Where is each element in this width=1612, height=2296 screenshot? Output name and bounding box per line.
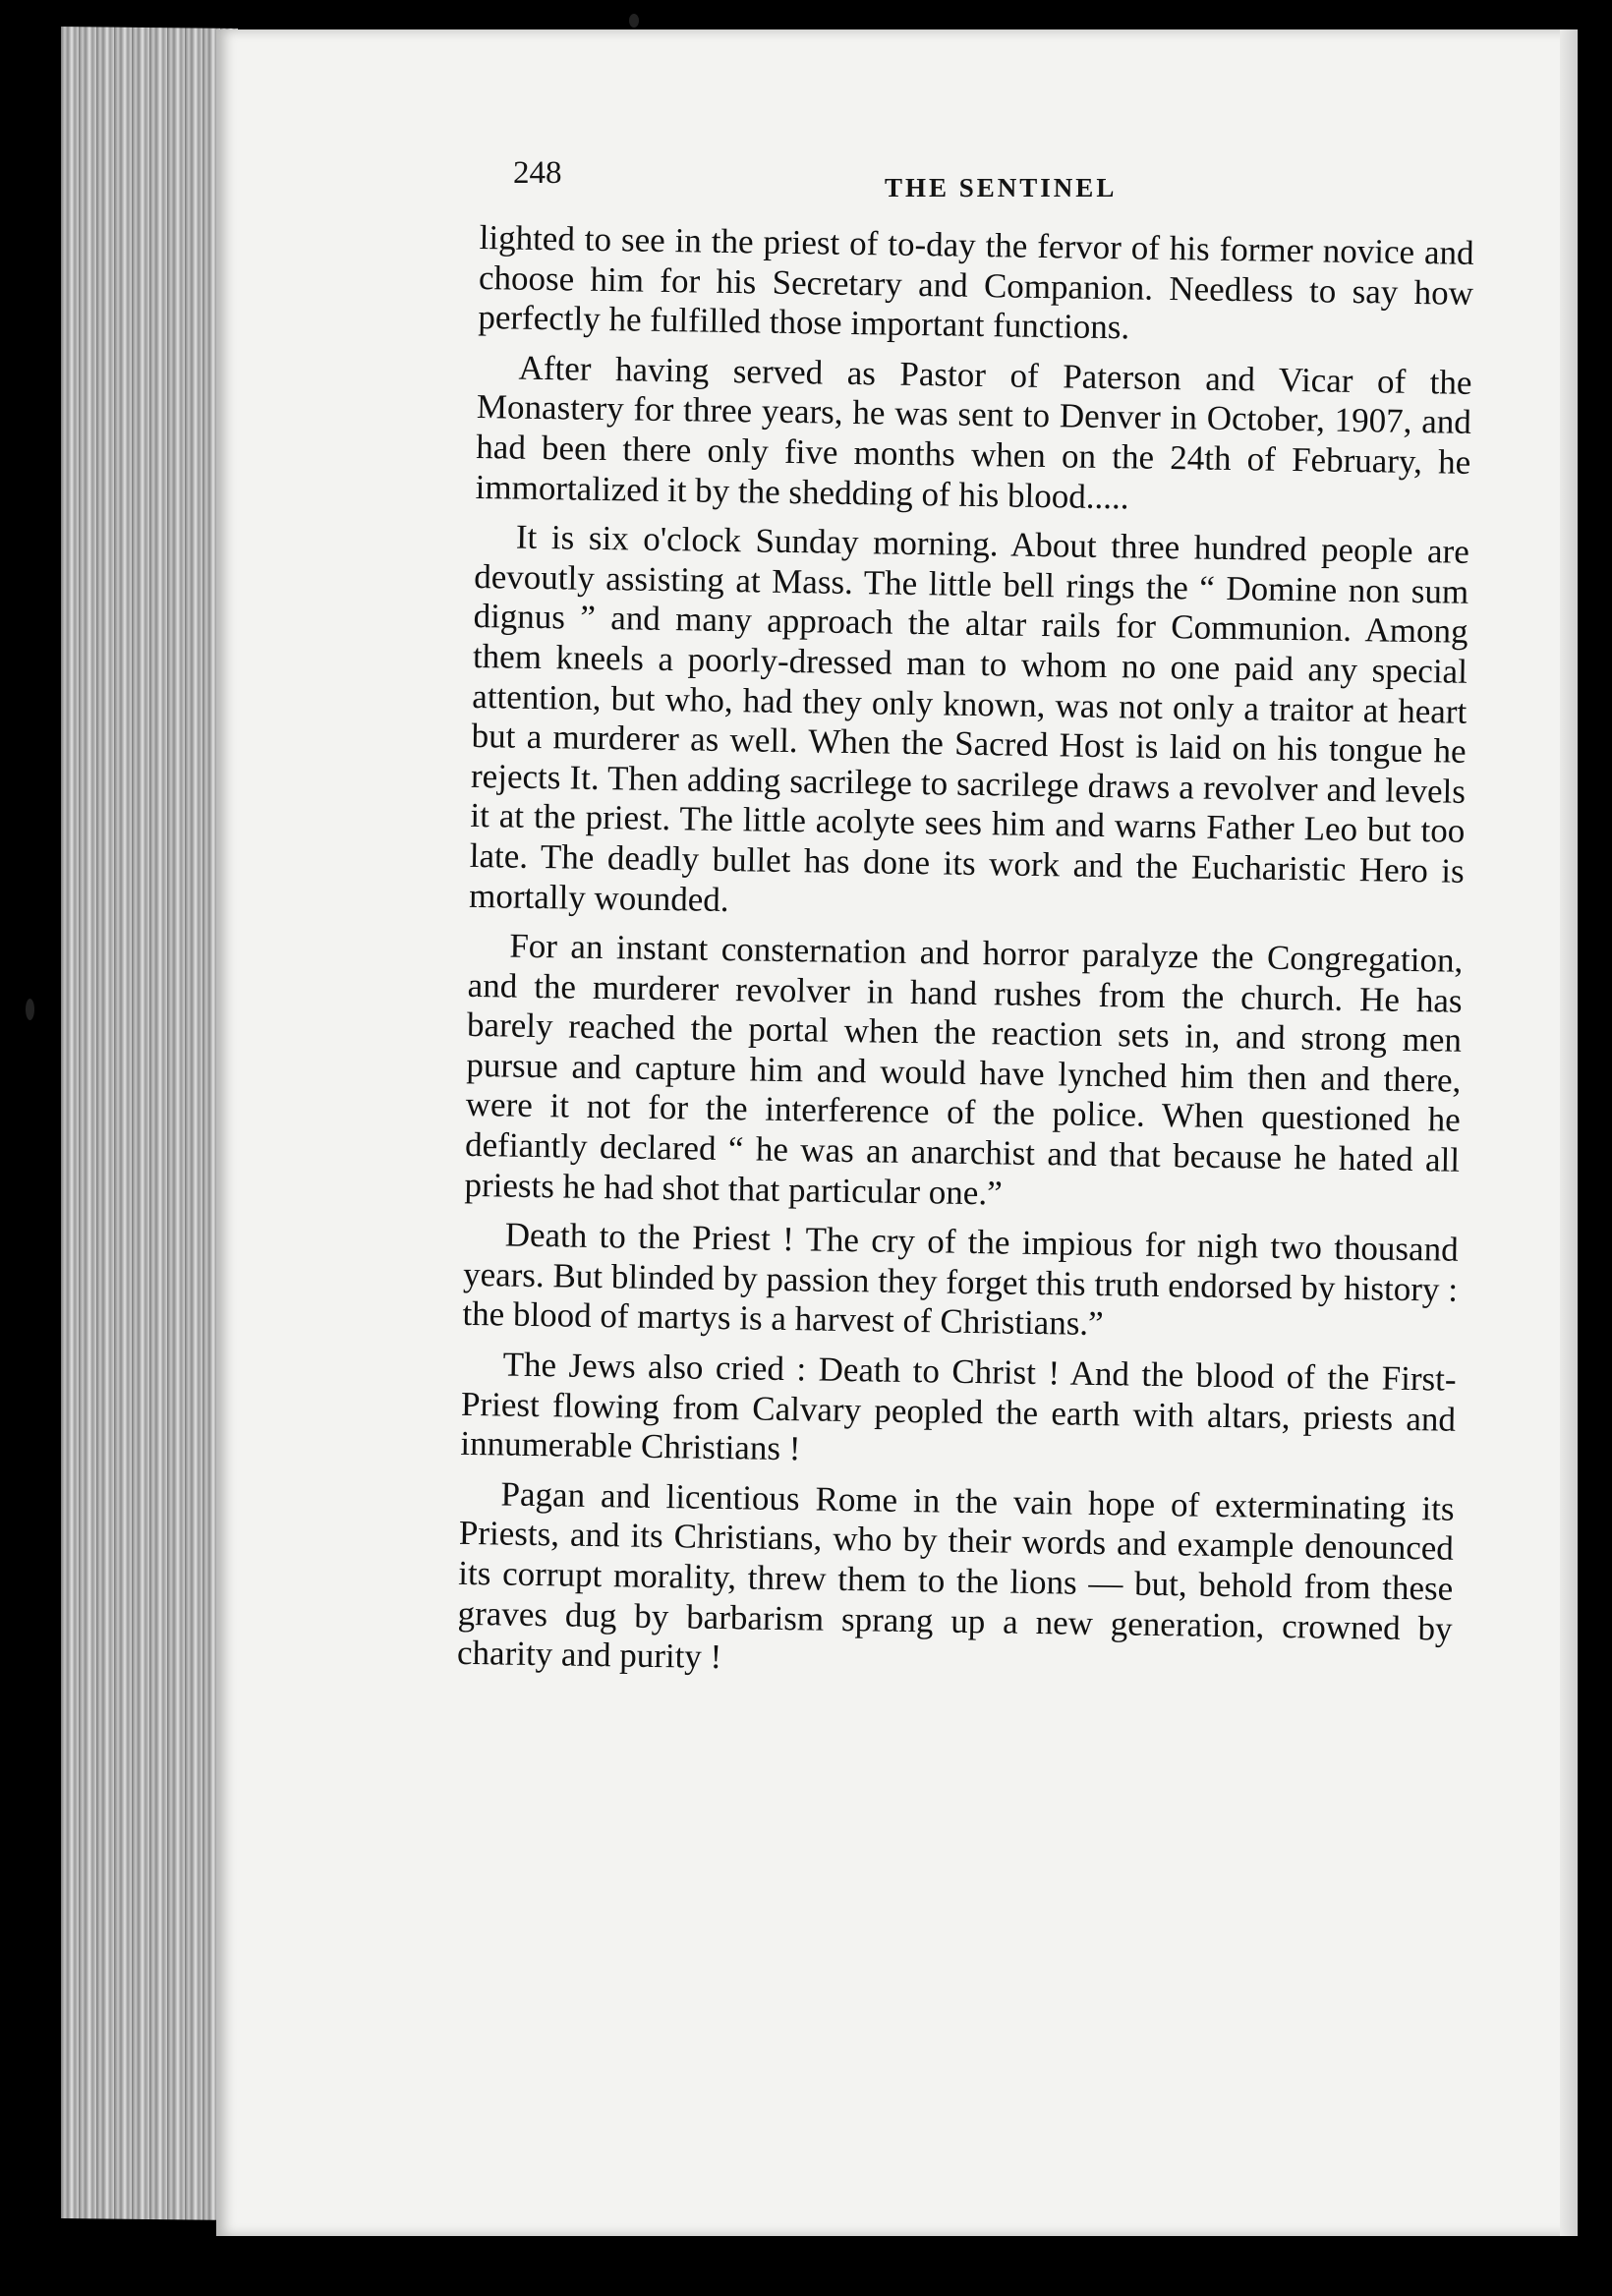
- paragraph: After having served as Pastor of Paterson and Vicar of the Monastery for three years, he was sent to Denver in October, 1907, and had been there only five months when on the 24th of February, he immortalized it by the shedding of his blood.....: [475, 348, 1472, 516]
- paragraph: It is six o'clock Sunday morning. About three hundred people are devoutly assisting at Mass. The little bell rings the “ Domine non sum dignus ” and many approach the altar rails for Communion. Among them kneels a poorly-dressed man to whom no one paid any special attention, but who, had they only known, was not only a traitor at heart but a murderer as well. When the Sacred Host is laid on his tongue he rejects It. Then adding sacrilege to sacrilege draws a revolver and levels it at the priest. The little acolyte sees him and warns Father Leo but too late. The deadly bullet has done its work and the Eucharistic Hero is mortally wounded.: [468, 517, 1470, 919]
- paragraph: lighted to see in the priest of to-day the fervor of his former novice and choose him for his Secretary and Companion. Needless to say how perfectly he fulfilled those important functions.: [478, 218, 1474, 347]
- body-text: [457, 218, 1474, 1698]
- dust-speck: [629, 14, 639, 28]
- dust-speck: [26, 999, 34, 1020]
- running-head: THE SENTINEL: [885, 173, 1118, 202]
- paragraph: For an instant consternation and horror paralyze the Congregation, and the murderer revolver in hand rushes from the church. He has barely reached the portal when the reaction sets in, and strong men pursue and capture him and would have lynched him then and there, were it not for the interference of the police. When questioned he defiantly declared “ he was an anarchist and that because he hated all priests he had shot that particular one.”: [464, 926, 1464, 1213]
- book-page-edges: [61, 27, 238, 2220]
- paragraph: Pagan and licentious Rome in the vain hope of exterminating its Priests, and its Christians, who by their words and example denounced its corrupt morality, threw them to the lions — but, behold from these graves dug by barbarism sprang up a new generation, crowned by charity and purity !: [456, 1474, 1455, 1677]
- paragraph: Death to the Priest ! The cry of the impious for nigh two thousand years. But blinded by passion they forget this truth endorsed by history : the blood of martys is a harvest of Christians.”: [462, 1215, 1459, 1344]
- page-number: 248: [513, 155, 562, 191]
- page-header: [295, 155, 1474, 204]
- paragraph: The Jews also cried : Death to Christ ! And the blood of the First-Priest flowing from Calvary peopled the earth with altars, priests and innumerable Christians !: [460, 1345, 1457, 1468]
